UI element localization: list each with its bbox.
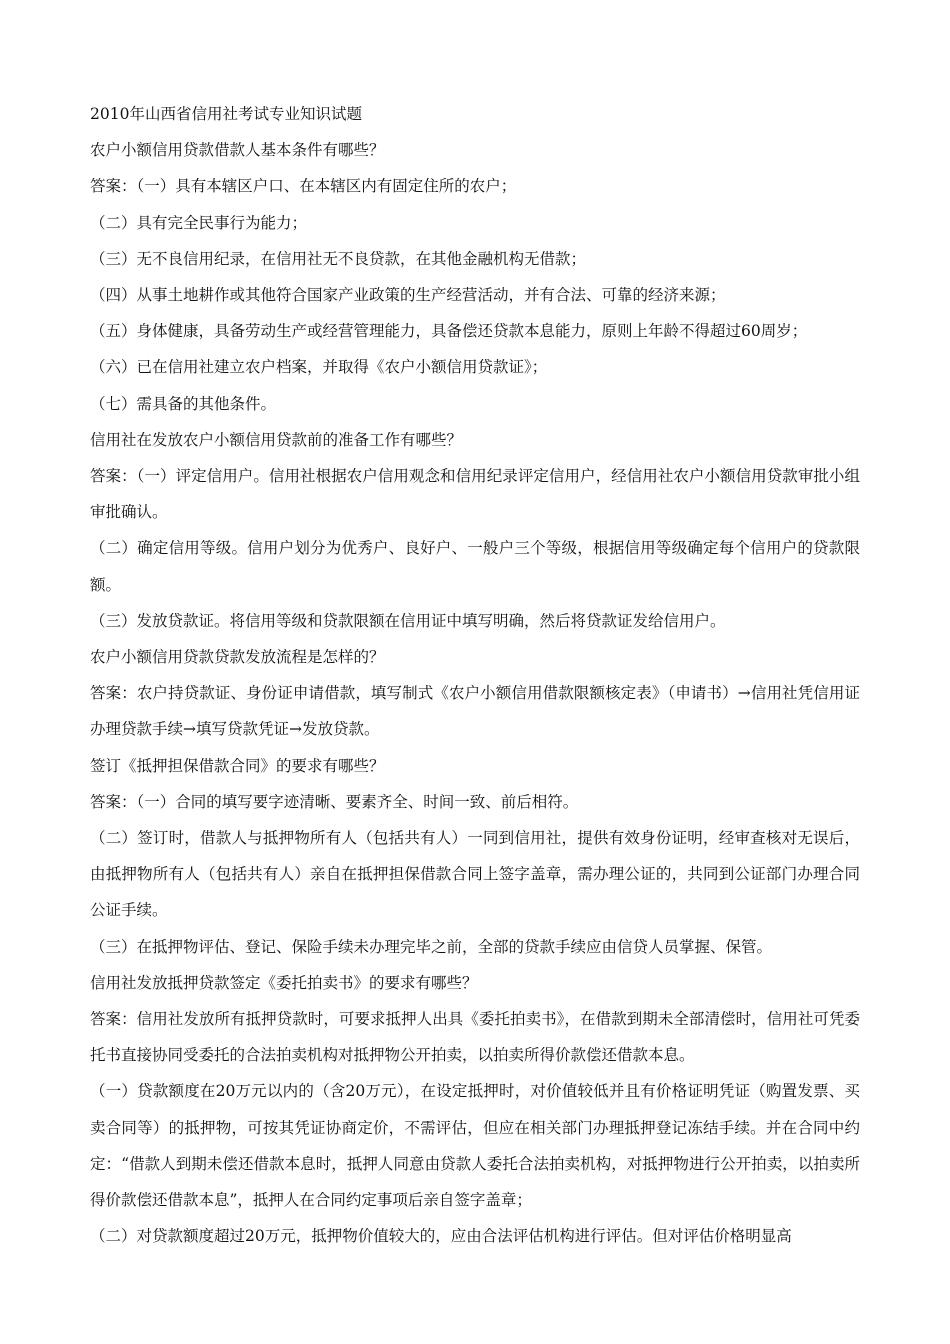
answer-1-item-5: （五）身体健康，具备劳动生产或经营管理能力，具备偿还贷款本息能力，原则上年龄不得超过60周岁； [90, 322, 808, 341]
document-body [90, 96, 860, 1255]
answer-1-item-1: 答案：（一）具有本辖区户口、在本辖区内有固定住所的农户； [90, 177, 517, 196]
question-5: 信用社发放抵押贷款签定《委托拍卖书》的要求有哪些？ [90, 973, 478, 992]
answer-1-item-7: （七）需具备的其他条件。 [90, 394, 277, 413]
answer-4-item-1: 答案：（一）合同的填写要字迹清晰、要素齐全、时间一致、前后相符。 [90, 792, 579, 811]
answer-4-item-2: （二）签订时，借款人与抵押物所有人（包括共有人）一同到信用社，提供有效身份证明，经审查核对无误后，由抵押物所有人（包括共有人）亲自在抵押担保借款合同上签字盖章，需办理公证的，共同到公证部门办理合同公证手续。 [90, 829, 860, 920]
answer-1-item-6: （六）已在信用社建立农户档案，并取得《农户小额信用贷款证》； [90, 358, 548, 377]
answer-2-item-2: （二）确定信用等级。信用户划分为优秀户、良好户、一般户三个等级，根据信用等级确定每个信用户的贷款限额。 [90, 539, 860, 594]
question-4: 签订《抵押担保借款合同》的要求有哪些？ [90, 756, 385, 775]
answer-1-item-3: （三）无不良信用纪录，在信用社无不良贷款，在其他金融机构无借款； [90, 249, 587, 268]
answer-1-item-4: （四）从事土地耕作或其他符合国家产业政策的生产经营活动，并有合法、可靠的经济来源； [90, 286, 726, 305]
answer-1-item-2: （二）具有完全民事行为能力； [90, 213, 308, 232]
answer-3: 答案：农户持贷款证、身份证申请借款，填写制式《农户小额信用借款限额核定表》（申请书）→信用社凭信用证办理贷款手续→填写贷款凭证→发放贷款。 [90, 684, 860, 739]
document-title: 2010年山西省信用社考试专业知识试题 [90, 105, 362, 123]
answer-5-item-1: （一）贷款额度在20万元以内的（含20万元），在设定抵押时，对价值较低并且有价格证明凭证（购置发票、买卖合同等）的抵押物，可按其凭证协商定价，不需评估，但应在相关部门办理抵押登记冻结手续。并在合同中约定：“借款人到期未偿还借款本息时，抵押人同意由贷款人委托合法拍卖机构，对抵押物进行公开拍卖，以拍卖所得价款偿还借款本息”，抵押人在合同约定事项后亲自签字盖章； [90, 1082, 860, 1210]
answer-5-item-2: （二）对贷款额度超过20万元，抵押物价值较大的，应由合法评估机构进行评估。但对评估价格明显高 [90, 1227, 792, 1246]
question-3: 农户小额信用贷款贷款发放流程是怎样的？ [90, 648, 385, 667]
answer-2-item-1: 答案：（一）评定信用户。信用社根据农户信用观念和信用纪录评定信用户，经信用社农户小额信用贷款审批小组审批确认。 [90, 467, 860, 522]
question-2: 信用社在发放农户小额信用贷款前的准备工作有哪些？ [90, 430, 463, 449]
question-1: 农户小额信用贷款借款人基本条件有哪些？ [90, 141, 385, 160]
answer-4-item-3: （三）在抵押物评估、登记、保险手续未办理完毕之前，全部的贷款手续应由信贷人员掌握、保管。 [90, 937, 773, 956]
answer-2-item-3: （三）发放贷款证。将信用等级和贷款限额在信用证中填写明确，然后将贷款证发给信用户。 [90, 611, 726, 630]
answer-5-intro: 答案：信用社发放所有抵押贷款时，可要求抵押人出具《委托拍卖书》，在借款到期未全部清偿时，信用社可凭委托书直接协同受委托的合法拍卖机构对抵押物公开拍卖，以拍卖所得价款偿还借款本息。 [90, 1010, 860, 1065]
